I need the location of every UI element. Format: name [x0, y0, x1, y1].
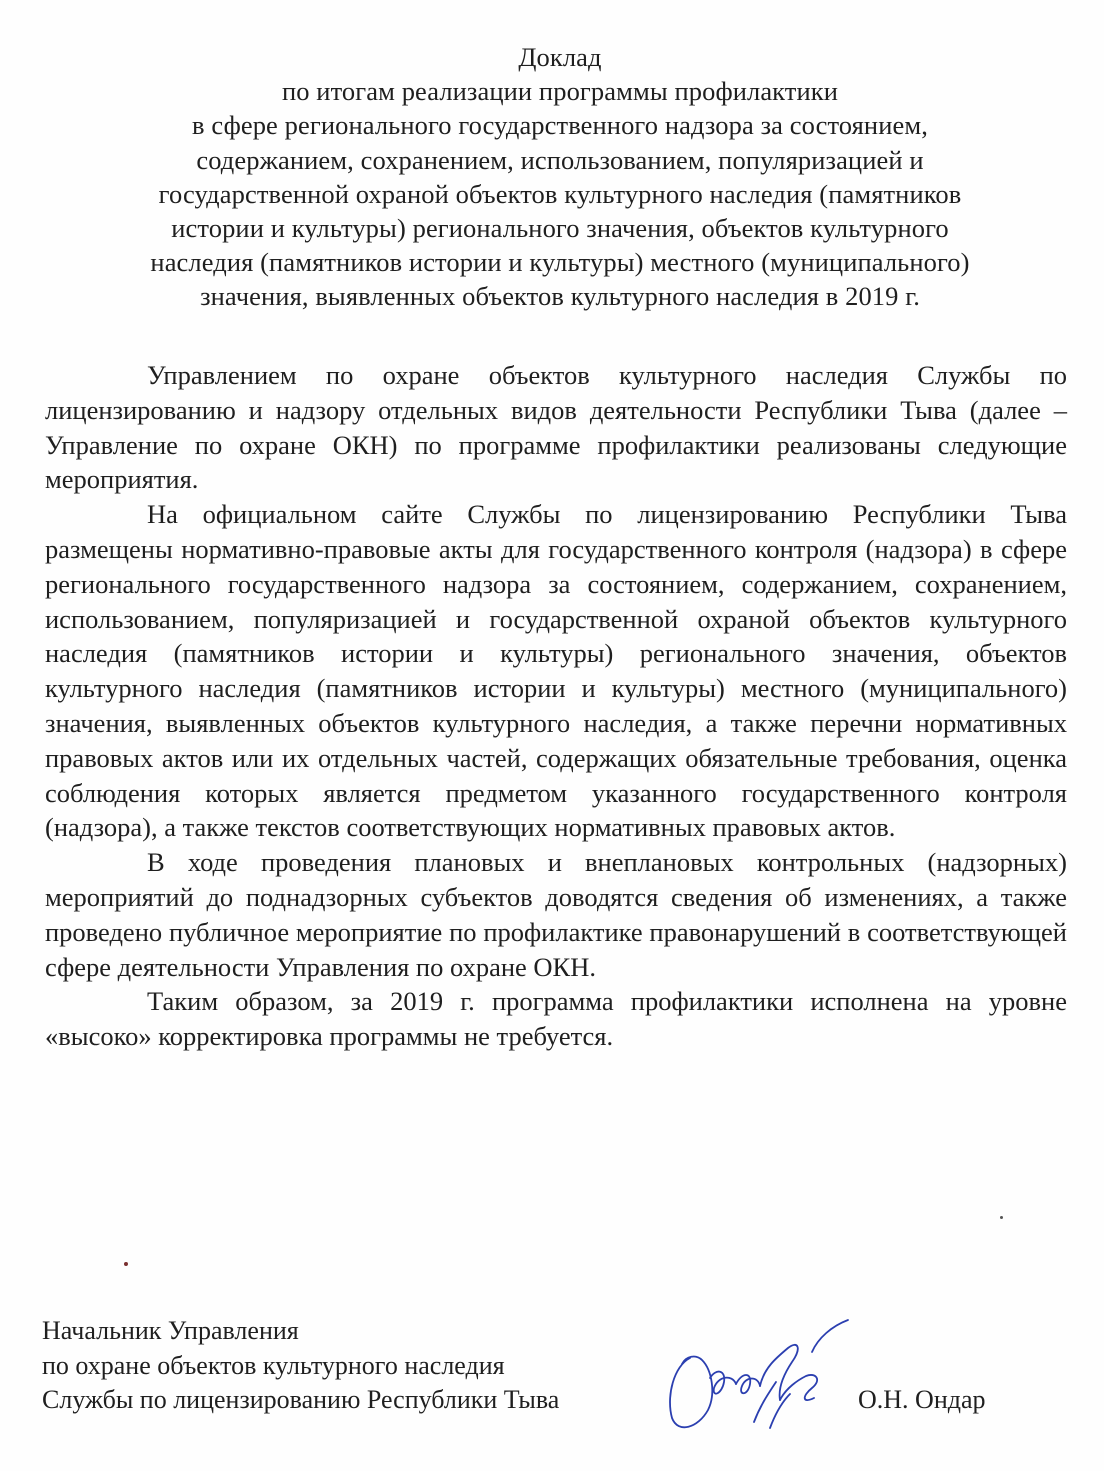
body-paragraph: Таким образом, за 2019 г. программа профилактики исполнена на уровне «высоко» корректировка программы не требуется. [45, 986, 1067, 1052]
title-line: Доклад [518, 42, 602, 72]
title-line: по итогам реализации программы профилактики [281, 76, 839, 107]
signature-strokes [670, 1320, 848, 1428]
body-paragraph: На официальном сайте Службы по лицензированию Республики Тыва размещены нормативно-правовые акты для государственного контроля (надзора) в сфере регионального государственного надзора за состоянием, содержанием, сохранением, использованием, популяризацией и государственной охраной объектов культурного наследия (памятников истории и культуры) регионального значения, объектов культурного наследия (памятников истории и культуры) местного (муниципального) значения, выявленных объектов культурного наследия, а также перечни нормативных правовых актов или их отдельных частей, содержащих обязательные требования, оценка соблюдения которых является предметом указанного государственного контроля (надзора), а также текстов соответствующих нормативных правовых актов. [45, 499, 1067, 843]
body-paragraph: В ходе проведения плановых и внеплановых контрольных (надзорных) мероприятий до поднадзорных субъектов доводятся сведения об изменениях, а также проведено публичное мероприятие по профилактике правонарушений в соответствующей сфере деятельности Управления по охране ОКН. [45, 847, 1067, 982]
title-line: наследия (памятников истории и культуры) местного (муниципального) [150, 247, 970, 278]
scan-speck [124, 1262, 128, 1266]
title-line: содержанием, сохранением, использованием, популяризацией и [196, 144, 924, 175]
title-line: государственной охраной объектов культурного наследия (памятников [158, 178, 962, 209]
title-line: значения, выявленных объектов культурного наследия в 2019 г. [200, 281, 920, 312]
body-paragraph: Управлением по охране объектов культурного наследия Службы по лицензированию и надзору отдельных видов деятельности Республики Тыва (далее – Управление по охране ОКН) по программе профилактики реализованы следующие мероприятия. [45, 360, 1067, 495]
handwritten-signature [652, 1318, 862, 1438]
scan-speck [1000, 1216, 1003, 1219]
document-title [60, 40, 1060, 314]
signer-position-line: Службы по лицензированию Республики Тыва [42, 1385, 560, 1414]
signer-name: О.Н. Ондар [858, 1385, 986, 1414]
title-line: истории и культуры) регионального значения, объектов культурного [171, 213, 949, 244]
signer-position [42, 1314, 559, 1418]
document-body [45, 358, 1067, 1054]
title-line: в сфере регионального государственного надзора за состоянием, [192, 110, 928, 141]
signer-position-line: Начальник Управления [42, 1316, 299, 1345]
signer-position-line: по охране объектов культурного наследия [42, 1350, 505, 1380]
